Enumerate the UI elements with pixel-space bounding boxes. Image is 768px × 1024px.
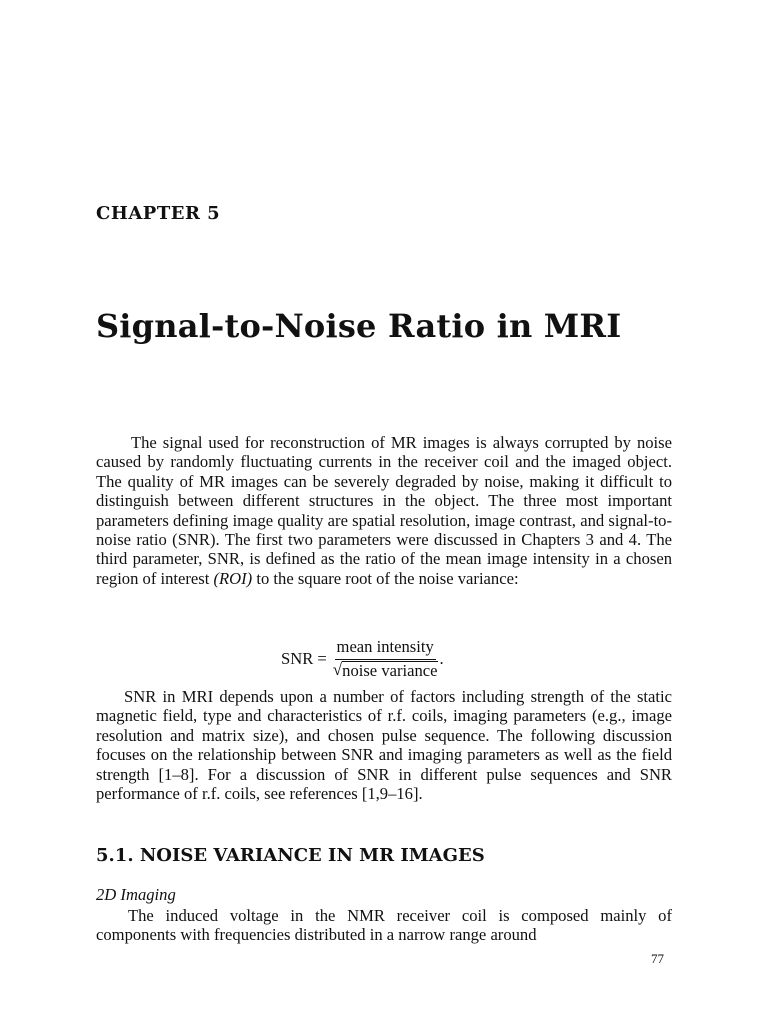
- intro-paragraph-tail: to the square root of the noise variance:: [256, 568, 519, 588]
- snr-equation: [281, 637, 444, 680]
- equation-period: .: [439, 648, 444, 668]
- equation-denominator-group: [333, 660, 438, 680]
- imaging-paragraph: The induced voltage in the NMR receiver coil is composed mainly of components with frequencies distributed in a narrow range around: [96, 906, 672, 945]
- chapter-label: CHAPTER 5: [96, 203, 221, 224]
- subsection-heading: 2D Imaging: [96, 885, 176, 904]
- chapter-title: Signal-to-Noise Ratio in MRI: [96, 307, 622, 345]
- equation-numerator: mean intensity: [335, 637, 436, 660]
- equation-lhs: SNR =: [281, 648, 327, 668]
- page-number: 77: [651, 951, 664, 966]
- equation-fraction: [333, 637, 438, 680]
- snr-factors-paragraph: SNR in MRI depends upon a number of factors including strength of the static magnetic field, type and characteristics of r.f. coils, imaging parameters (e.g., image resolution and matrix size), and chosen pulse sequence. The following discussion focuses on the relationship between SNR and imaging parameters as well as the field strength [1–8]. For a discussion of SNR in different pulse sequences and SNR performance of r.f. coils, see references [1,9–16].: [96, 687, 672, 804]
- intro-paragraph: [96, 433, 672, 588]
- roi-term: (ROI): [213, 568, 253, 588]
- section-heading: 5.1. NOISE VARIANCE IN MR IMAGES: [96, 845, 485, 866]
- equation-denominator: noise variance: [342, 661, 438, 680]
- intro-paragraph-text: The signal used for reconstruction of MR images is always corrupted by noise caused by randomly fluctuating currents in the receiver coil and the imaged object. The quality of MR images can be severely degraded by noise, making it difficult to distinguish between different structures in the object. The three most important parameters defining image quality are spatial resolution, image contrast, and signal-to-noise ratio (SNR). The first two parameters were discussed in Chapters 3 and 4. The third parameter, SNR, is defined as the ratio of the mean image intensity in a chosen region of interest: [96, 433, 672, 588]
- square-root-icon: √: [332, 660, 343, 679]
